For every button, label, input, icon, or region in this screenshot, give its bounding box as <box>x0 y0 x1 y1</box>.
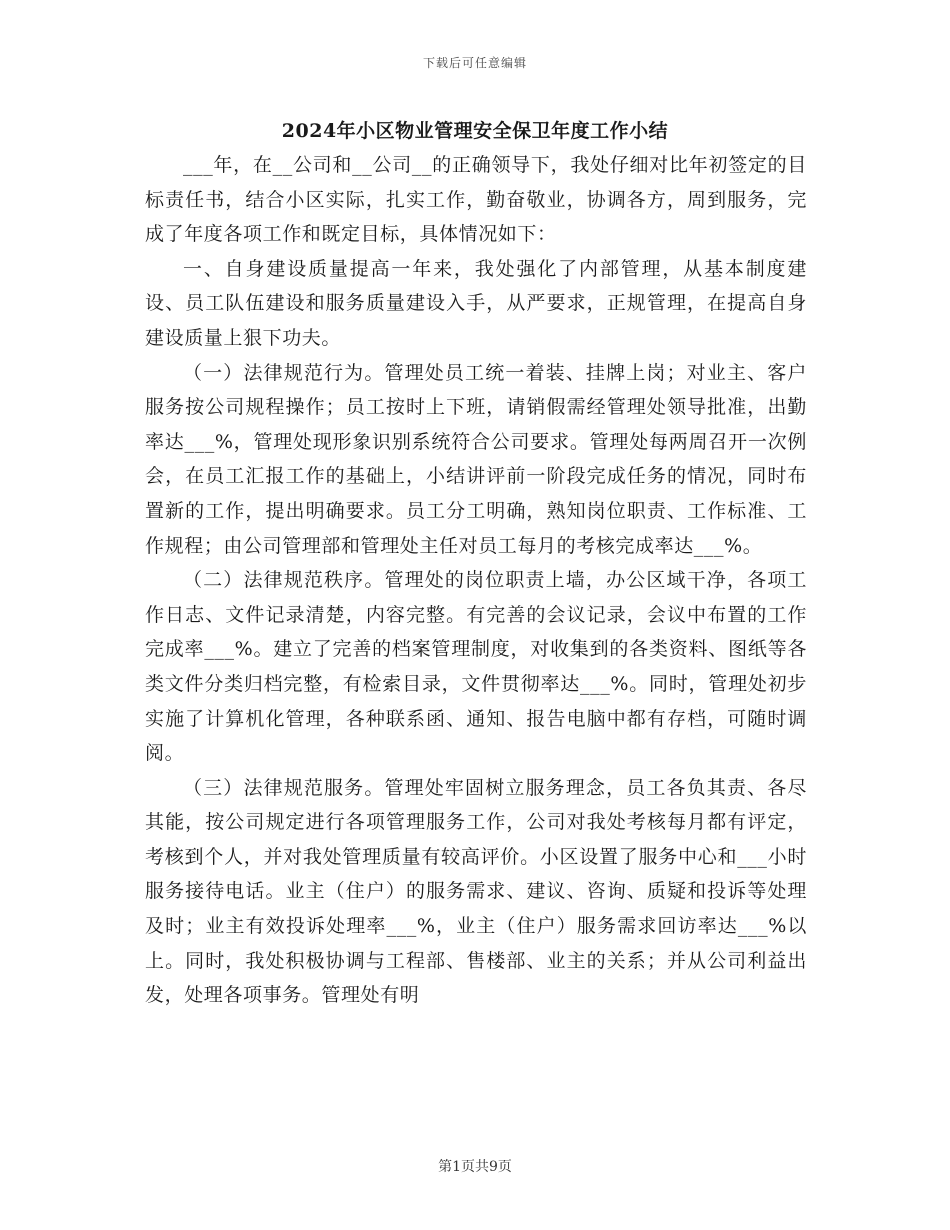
document-title: 2024年小区物业管理安全保卫年度工作小结 <box>281 120 669 142</box>
paragraph-subsection-1: （一）法律规范行为。管理处员工统一着装、挂牌上岗；对业主、客户服务按公司规程操作；员工按时上下班，请销假需经管理处领导批准，出勤率达___%，管理处现形象识别系统符合公司要求。管理处每两周召开一次例会，在员工汇报工作的基础上，小结讲评前一阶段完成任务的情况，同时布置新的工作，提出明确要求。员工分工明确，熟知岗位职责、工作标准、工作规程；由公司管理部和管理处主任对员工每月的考核完成率达___%。 <box>145 361 807 557</box>
document-body <box>145 148 807 1013</box>
paragraph-subsection-3: （三）法律规范服务。管理处牢固树立服务理念，员工各负其责、各尽其能，按公司规定进行各项管理服务工作，公司对我处考核每月都有评定，考核到个人，并对我处管理质量有较高评价。小区设置了服务中心和___小时服务接待电话。业主（住户）的服务需求、建议、咨询、质疑和投诉等处理及时；业主有效投诉处理率___%，业主（住户）服务需求回访率达___%以上。同时，我处积极协调与工程部、售楼部、业主的关系；并从公司利益出发，处理各项事务。管理处有明 <box>145 776 807 1007</box>
paragraph-section-1: 一、自身建设质量提高一年来，我处强化了内部管理，从基本制度建设、员工队伍建设和服务质量建设入手，从严要求，正规管理，在提高自身建设质量上狠下功夫。 <box>145 257 807 349</box>
paragraph-subsection-2: （二）法律规范秩序。管理处的岗位职责上墙，办公区域干净，各项工作日志、文件记录清楚，内容完整。有完善的会议记录，会议中布置的工作完成率___%。建立了完善的档案管理制度，对收集到的各类资料、图纸等各类文件分类归档完整，有检索目录，文件贯彻率达___%。同时，管理处初步实施了计算机化管理，各种联系函、通知、报告电脑中都有存档，可随时调阅。 <box>145 569 807 765</box>
page-header-note: 下载后可任意编辑 <box>422 56 527 70</box>
page-number: 第1页共9页 <box>438 1159 512 1175</box>
paragraph-intro: ___年，在__公司和__公司__的正确领导下，我处仔细对比年初签定的目标责任书，结合小区实际，扎实工作，勤奋敬业，协调各方，周到服务，完成了年度各项工作和既定目标，具体情况如下： <box>145 154 807 246</box>
